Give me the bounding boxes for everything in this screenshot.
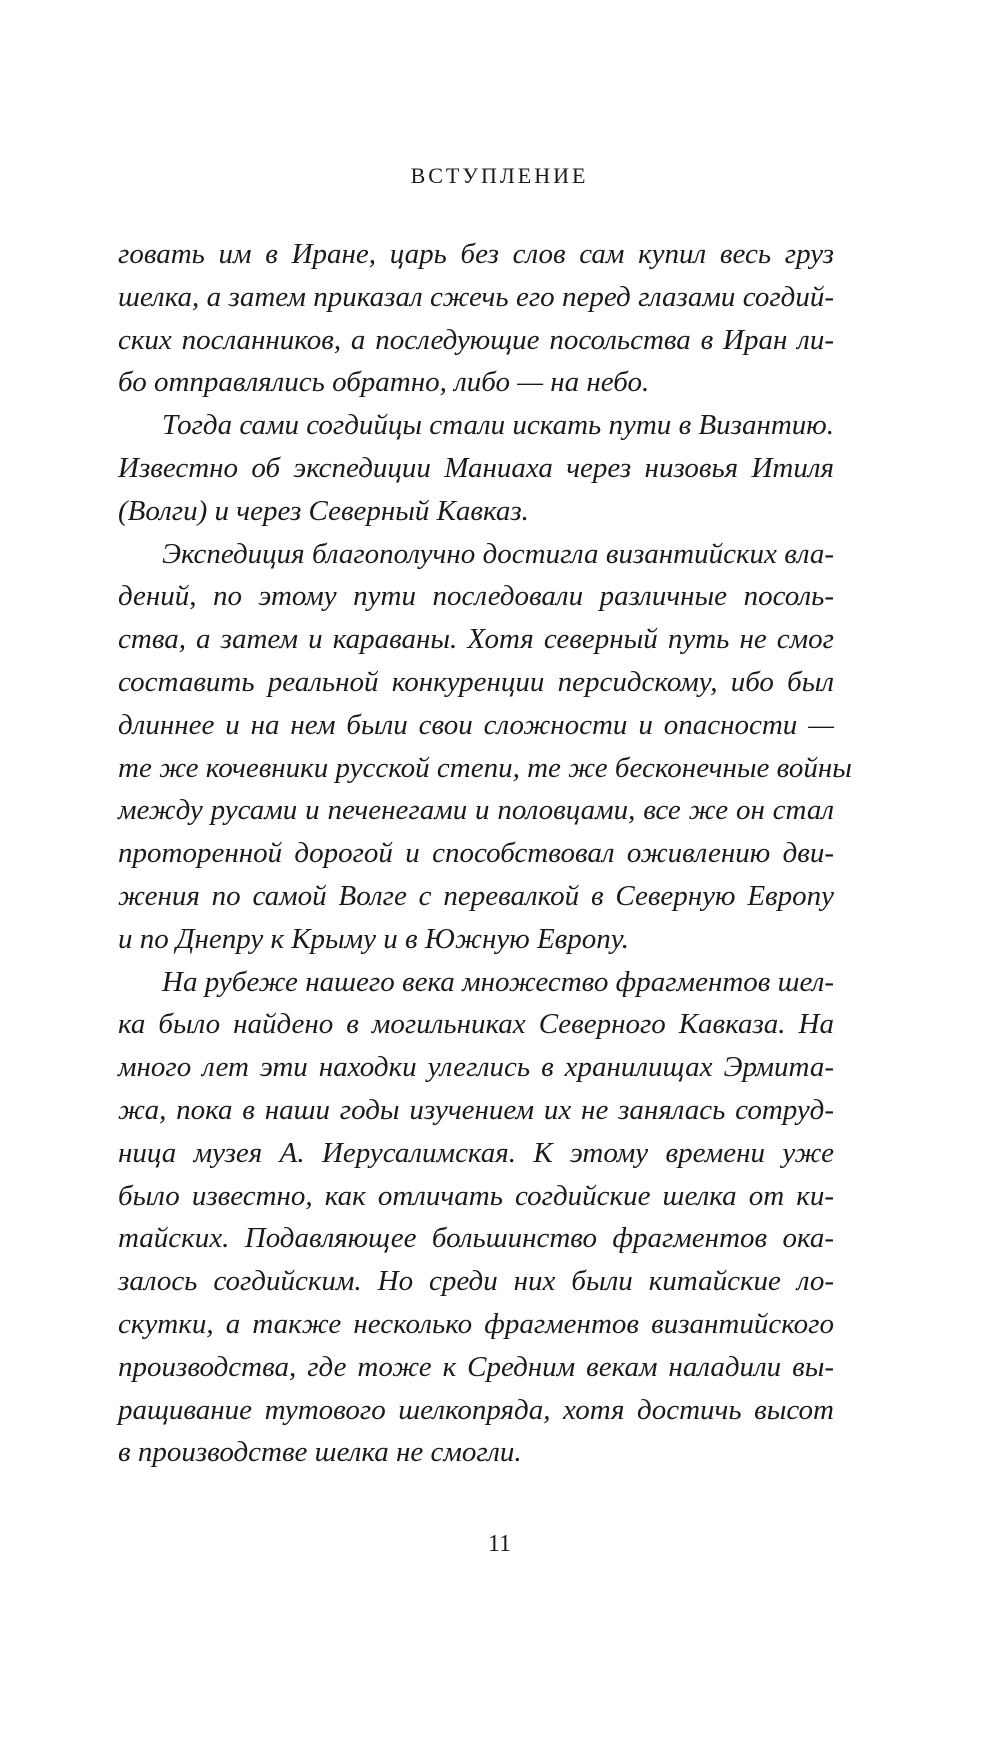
- text-line: ских посланников, а последующие посольства в Иран ли-: [118, 323, 834, 356]
- text-line: (Волги) и через Северный Кавказ.: [118, 494, 529, 527]
- text-line: Экспедиция благополучно достигла византийских вла-: [162, 537, 834, 570]
- text-line: дений, по этому пути последовали различные посоль-: [118, 580, 834, 613]
- text-line: те же кочевники русской степи, те же бесконечные войны: [118, 751, 852, 784]
- paragraph-1: [118, 233, 834, 404]
- text-line: ства, а затем и караваны. Хотя северный путь не смог: [118, 623, 834, 656]
- text-line: залось согдийским. Но среди них были китайские ло-: [118, 1265, 834, 1298]
- text-line: составить реальной конкуренции персидскому, ибо был: [118, 665, 834, 698]
- text-line: и по Днепру к Крыму и в Южную Европу.: [118, 922, 630, 955]
- text-line: шелка, а затем приказал сжечь его перед глазами согдий-: [118, 280, 834, 313]
- text-line: Тогда сами согдийцы стали искать пути в Византию.: [162, 409, 834, 442]
- text-line: жа, пока в наши годы изучением их не занялась сотруд-: [118, 1093, 834, 1126]
- paragraph-4: [118, 961, 834, 1475]
- text-line: На рубеже нашего века множество фрагментов шел-: [162, 965, 834, 998]
- text-line: ращивание тутового шелкопряда, хотя достичь высот: [118, 1393, 834, 1426]
- text-line: длиннее и на нем были свои сложности и опасности —: [118, 708, 834, 741]
- text-line: между русами и печенегами и половцами, все же он стал: [118, 794, 834, 827]
- text-line: бо отправлялись обратно, либо — на небо.: [118, 366, 650, 399]
- text-line: проторенной дорогой и способствовал оживлению дви-: [118, 837, 834, 870]
- text-line: в производстве шелка не смогли.: [118, 1436, 522, 1469]
- text-line: говать им в Иране, царь без слов сам купил весь груз: [118, 238, 834, 270]
- running-header: ВСТУПЛЕНИЕ: [410, 163, 589, 188]
- text-line: скутки, а также несколько фрагментов византийского: [118, 1307, 834, 1340]
- page-number: 11: [487, 1531, 512, 1557]
- text-line: ка было найдено в могильниках Северного Кавказа. На: [118, 1008, 834, 1041]
- body-text: [118, 233, 852, 1474]
- text-line: много лет эти находки улеглись в хранилищах Эрмита-: [118, 1051, 834, 1084]
- text-line: производства, где тоже к Средним векам наладили вы-: [118, 1350, 834, 1383]
- text-line: тайских. Подавляющее большинство фрагментов ока-: [118, 1222, 834, 1255]
- paragraph-3: [118, 533, 852, 961]
- text-line: жения по самой Волге с перевалкой в Северную Европу: [118, 879, 834, 912]
- text-line: было известно, как отличать согдийские шелка от ки-: [118, 1179, 834, 1212]
- paragraph-2: [118, 404, 834, 532]
- text-line: ница музея А. Иерусалимская. К этому времени уже: [118, 1136, 834, 1169]
- text-line: Известно об экспедиции Маниаха через низовья Итиля: [118, 451, 834, 484]
